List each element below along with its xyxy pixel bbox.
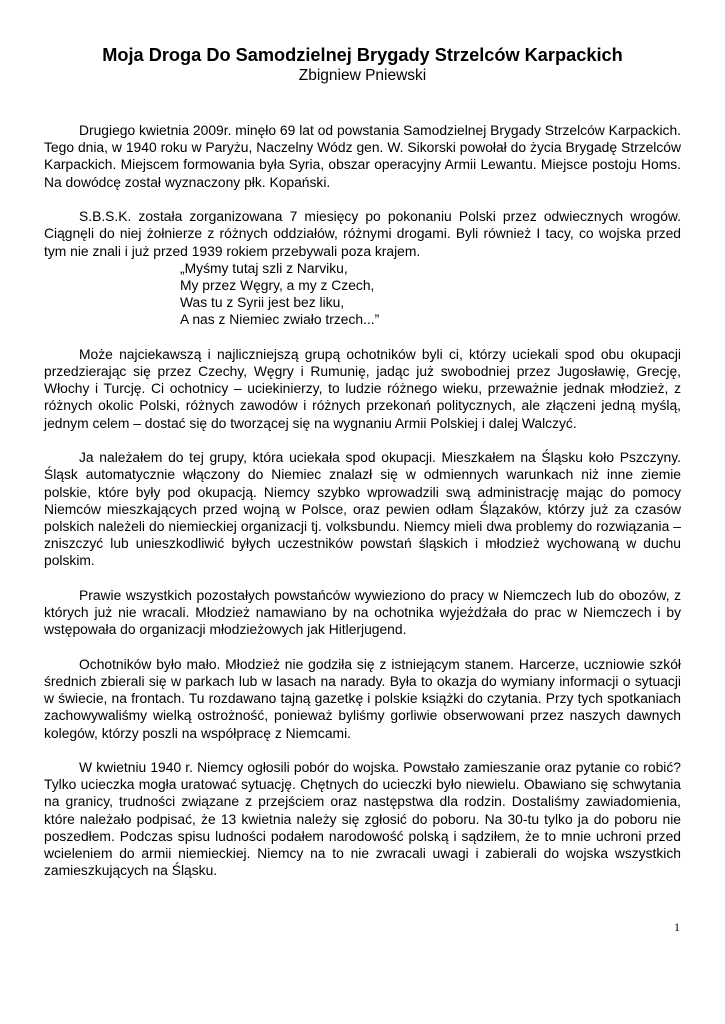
paragraph-7: W kwietniu 1940 r. Niemcy ogłosili pobór do wojska. Powstało zamieszanie oraz pytanie co robić? Tylko ucieczka mogła uratować sytuację. Chętnych do ucieczki było niewielu. Obawiano się schwytania na granicy, trudności związane z przejściem oraz następstwa dla rodzin. Dostaliśmy zawiadomienia, które należało podpisać, że 13 kwietnia należy się zgłosić do poboru. Na 30-tu tylko ja do poboru nie poszedłem. Podczas spisu ludności podałem narodowość polską i sądziłem, że to mnie uchroni przed wcieleniem do armii niemieckiej. Niemcy na to nie zwracali uwagi i zabierali do wojska wszystkich zamieszkujących na Śląsku. — [44, 759, 681, 879]
poem-quote — [44, 260, 681, 329]
paragraph-5: Prawie wszystkich pozostałych powstańców wywieziono do pracy w Niemczech lub do obozów, z których już nie wracali. Młodzież namawiano by na ochotnika wyjeżdżała do prac w Niemczech i by wstępowała do organizacji młodzieżowych jak Hitlerjugend. — [44, 586, 681, 638]
paragraph-1: Drugiego kwietnia 2009r. minęło 69 lat od powstania Samodzielnej Brygady Strzelców Karpackich. Tego dnia, w 1940 roku w Paryżu, Naczelny Wódz gen. W. Sikorski powołał do życia Brygadę Strzelców Karpackich. Miejscem formowania była Syria, obszar operacyjny Armii Lewantu. Miejsce postoju Homs. Na dowódcę został wyznaczony płk. Kopański. — [44, 122, 681, 190]
paragraph-2: S.B.S.K. została zorganizowana 7 miesięcy po pokonaniu Polski przez odwiecznych wrogów. Ciągnęli do niej żołnierze z różnych oddziałów, różnymi drogami. Byli również I tacy, co wojska przed tym nie znali i już przed 1939 rokiem przebywali poza krajem. — [44, 208, 681, 259]
paragraph-4: Ja należałem do tej grupy, która uciekała spod okupacji. Mieszkałem na Śląsku koło Pszczyny. Śląsk automatycznie włączony do Niemiec znalazł się w odmiennych warunkach niż inne ziemie polskie, które były pod okupacją. Niemcy szybko wprowadzili swą administrację mając do pomocy Niemców mieszkających przed wojną w Polsce, oraz pewien odłam Ślązaków, którzy już za czasów polskich należeli do niemieckiej organizacji tj. volksbundu. Niemcy mieli dwa problemy do rozwiązania – zniszczyć lub unieszkodliwić byłych uczestników powstań śląskich i młodzież wychowaną w duchu polskim. — [44, 449, 681, 569]
poem-line: „Myśmy tutaj szli z Narviku, — [180, 259, 348, 276]
paragraph-6: Ochotników było mało. Młodzież nie godziła się z istniejącym stanem. Harcerze, uczniowie szkół średnich zbierali się w parkach lub w lasach na narady. Była to okazja do wymiany informacji o sytuacji w świecie, na frontach. Tu rozdawano tajną gazetkę i polskie książki do czytania. Przy tych spotkaniach zachowywaliśmy wielką ostrożność, ponieważ byliśmy gorliwie obserwowani przez naszych dawnych kolegów, którzy poszli na współpracę z Niemcami. — [44, 655, 681, 741]
page-number: 1 — [674, 920, 680, 934]
document-title: Moja Droga Do Samodzielnej Brygady Strzelców Karpackich — [102, 45, 623, 65]
poem-line: A nas z Niemiec zwiało trzech...” — [180, 311, 380, 328]
document-author: Zbigniew Pniewski — [298, 67, 427, 84]
poem-line: My przez Węgry, a my z Czech, — [180, 276, 375, 293]
poem-line: Was tu z Syrii jest bez liku, — [180, 294, 345, 311]
document-body — [44, 122, 681, 897]
paragraph-3: Może najciekawszą i najliczniejszą grupą ochotników byli ci, którzy uciekali spod obu okupacji przedzierając się przez Czechy, Węgry i Rumunię, jadąc już swobodniej przez Jugosławię, Grecję, Włochy i Turcję. Ci ochotnicy – uciekinierzy, to ludzie różnego wieku, przeważnie jednak młodzież, z różnych okolic Polski, różnych zawodów i różnych przekonań politycznych, ale złączeni jedną myślą, jednym celem – dostać się do tworzącej się na wygnaniu Armii Polskiej i dalej Walczyć. — [44, 345, 681, 431]
